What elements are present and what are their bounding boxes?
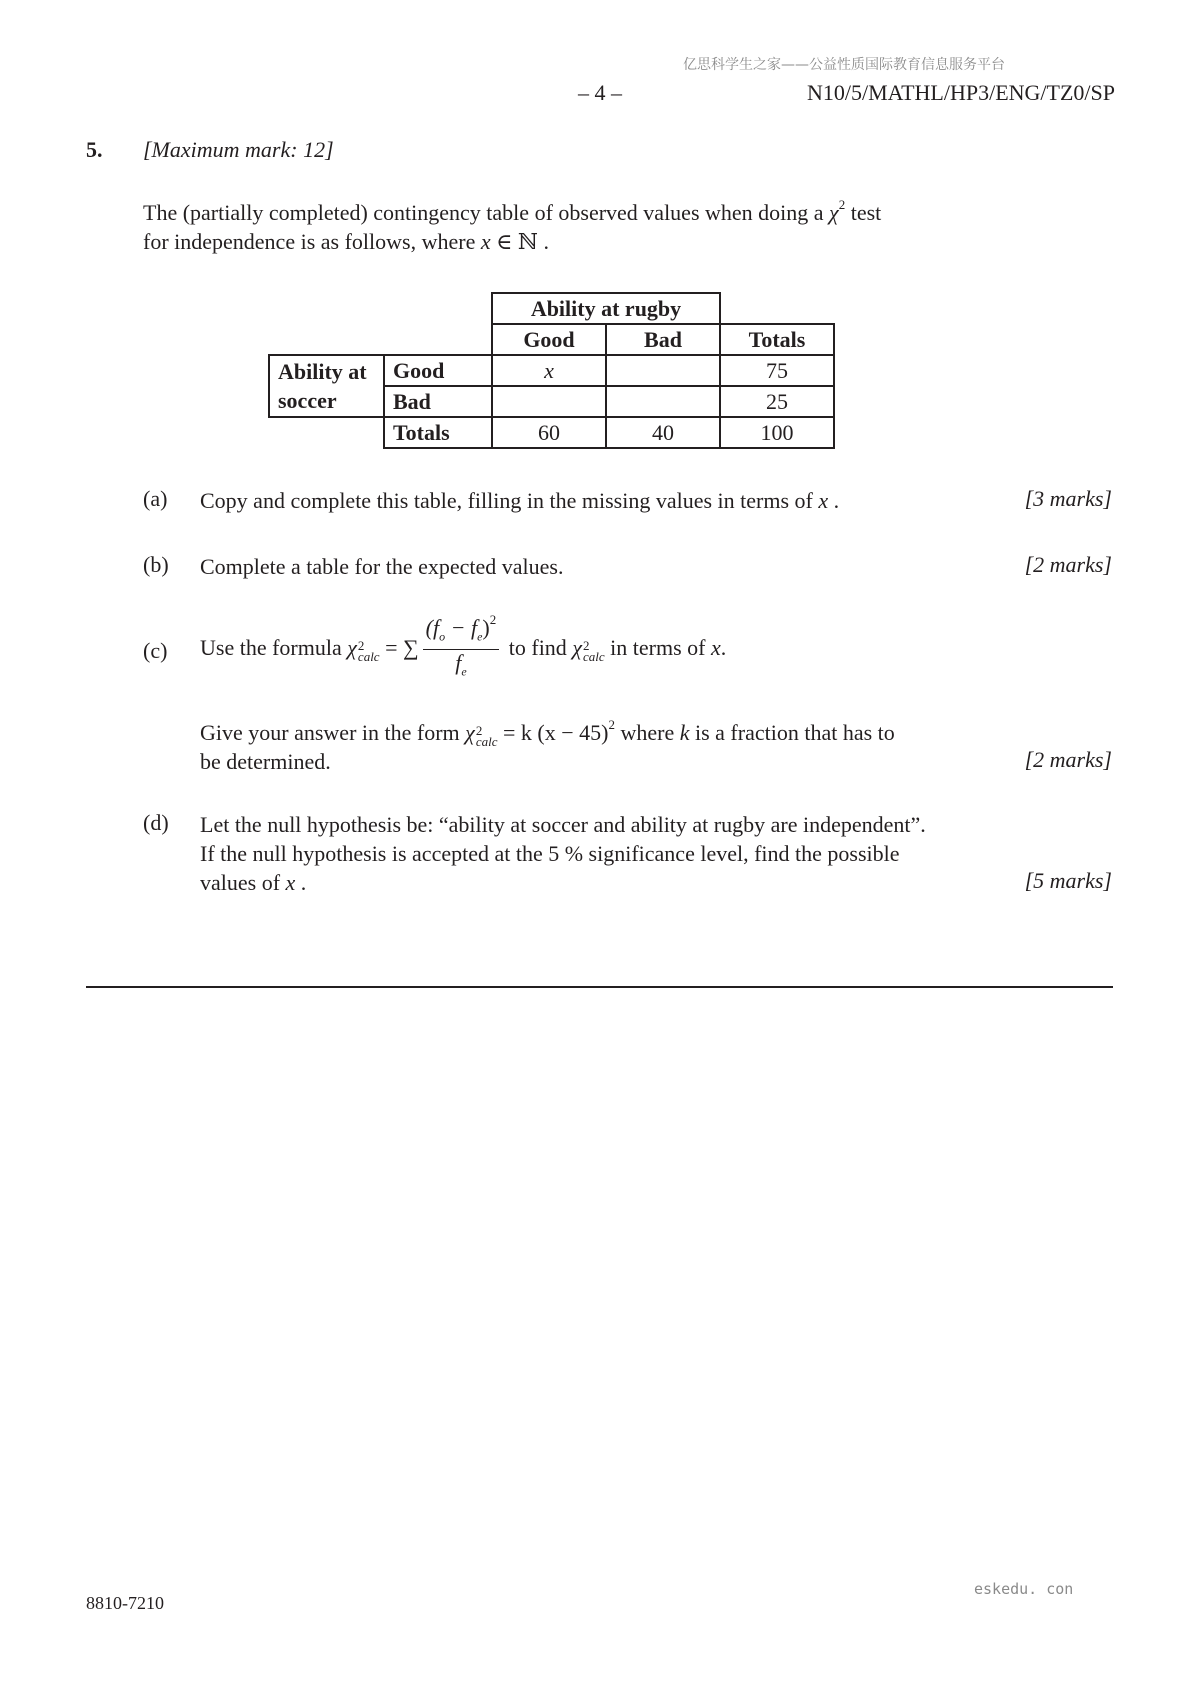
table-cell bbox=[492, 386, 606, 417]
row-label: Bad bbox=[384, 386, 492, 417]
part-c-answer-form: Give your answer in the form χ 2 calc = k $(x - 45)^2$ where k is a fraction that has to be determined. bbox=[200, 717, 895, 774]
table-cell: x bbox=[492, 355, 606, 386]
part-c-formula-line: Use the formula χ 2 calc = ∑ $\frac{(f_o - f_e)^2}{f_e}$ to find χ 2 calc in terms of x. bbox=[200, 615, 970, 685]
question-intro: The (partially completed) contingency table of observed values when doing a $\chi^2$ test for independence is as follows, where x ∈ ℕ . bbox=[143, 197, 882, 254]
formula-fraction: $\frac{(f_o - f_e)^2}{f_e}$ bbox=[423, 615, 500, 685]
part-a-label: (a) bbox=[143, 486, 168, 511]
table-cell: 75 bbox=[720, 355, 834, 386]
question-number: 5. bbox=[86, 137, 103, 162]
part-b-marks: [2 marks] bbox=[1024, 552, 1112, 577]
table-cell: 60 bbox=[492, 417, 606, 448]
table-cell: 25 bbox=[720, 386, 834, 417]
table-cell: 40 bbox=[606, 417, 720, 448]
part-a-marks: [3 marks] bbox=[1024, 486, 1112, 511]
part-c-marks: [2 marks] bbox=[1024, 747, 1112, 772]
table-row bbox=[269, 355, 834, 386]
row-label: Totals bbox=[384, 417, 492, 448]
contingency-table bbox=[268, 292, 835, 449]
part-d-marks: [5 marks] bbox=[1024, 868, 1112, 893]
maximum-mark: [Maximum mark: 12] bbox=[143, 137, 334, 162]
col-header-totals: Totals bbox=[720, 324, 834, 355]
watermark-text: 亿思科学生之家——公益性质国际教育信息服务平台 bbox=[683, 57, 1005, 73]
page-number: – 4 – bbox=[578, 80, 622, 105]
paper-code: N10/5/MATHL/HP3/ENG/TZ0/SP bbox=[806, 80, 1115, 105]
part-d-label: (d) bbox=[143, 810, 169, 835]
row-label: Good bbox=[384, 355, 492, 386]
part-a-text: Copy and complete this table, filling in the missing values in terms of x . bbox=[200, 488, 840, 513]
footer-site: eskedu. con bbox=[974, 1580, 1074, 1598]
footer-code: 8810-7210 bbox=[86, 1593, 164, 1613]
row-group-label-soccer: Ability at soccer bbox=[269, 355, 384, 417]
part-b-text: Complete a table for the expected values. bbox=[200, 554, 564, 579]
col-header-bad: Bad bbox=[606, 324, 720, 355]
table-row bbox=[269, 417, 834, 448]
part-c-label: (c) bbox=[143, 638, 168, 663]
group-header-rugby: Ability at rugby bbox=[492, 293, 720, 324]
table-cell bbox=[606, 386, 720, 417]
part-d-text: Let the null hypothesis be: “ability at soccer and ability at rugby are independent”. If the null hypothesis is accepted at the 5 % significance level, find the possible values of x . bbox=[200, 812, 926, 895]
table-cell bbox=[606, 355, 720, 386]
divider-line bbox=[86, 986, 1113, 988]
col-header-good: Good bbox=[492, 324, 606, 355]
table-cell: 100 bbox=[720, 417, 834, 448]
part-b-label: (b) bbox=[143, 552, 169, 577]
